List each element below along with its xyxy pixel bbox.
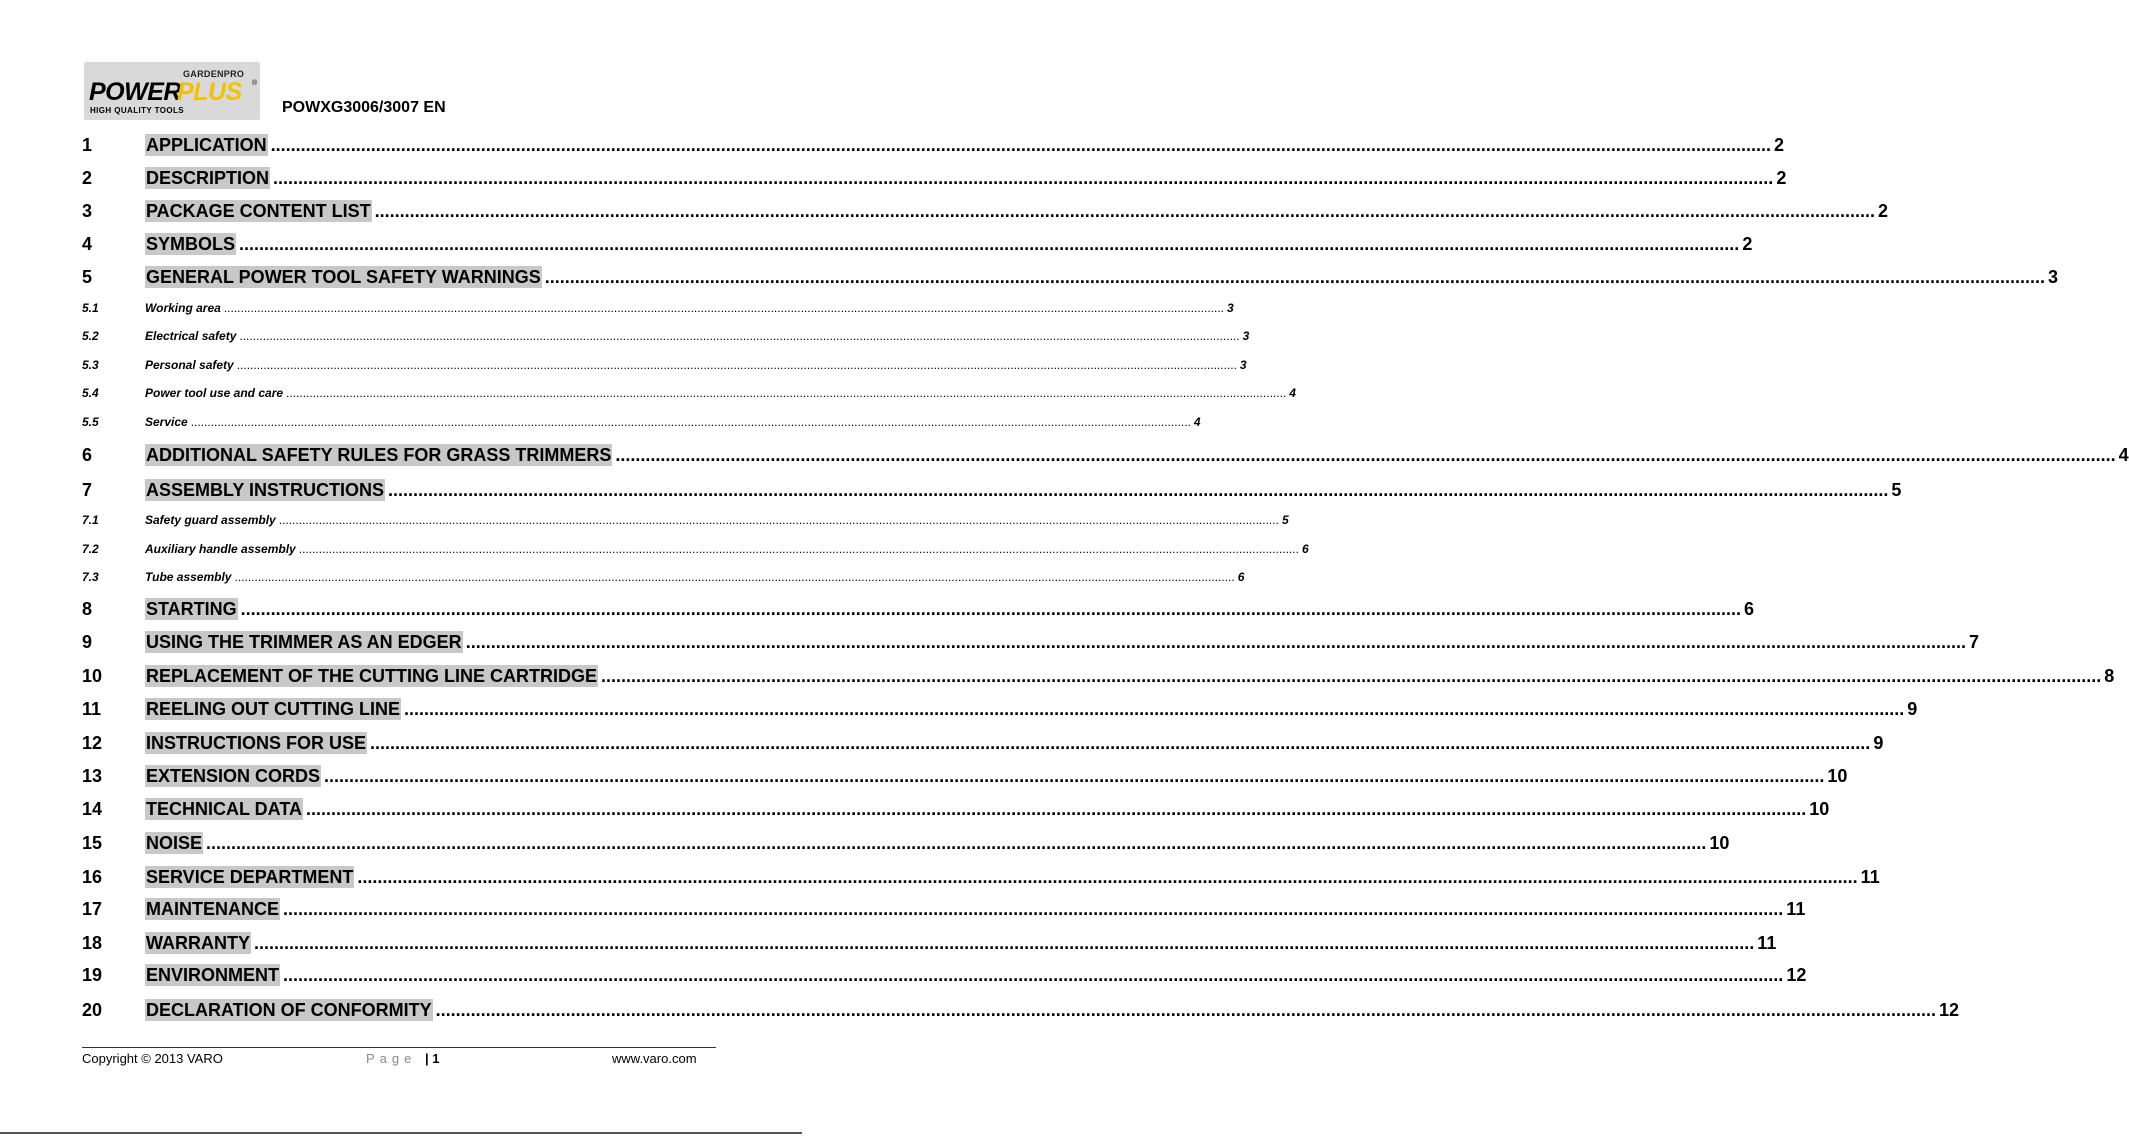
toc-entry[interactable] xyxy=(82,999,1959,1023)
toc-entry-number: 9 xyxy=(82,632,93,652)
toc-entry-number: 5.1 xyxy=(82,301,99,315)
toc-entry-title[interactable]: Electrical safety xyxy=(145,329,237,343)
toc-entry-number: 1 xyxy=(82,135,93,155)
toc-entry-line xyxy=(145,798,1830,820)
toc-entry-number: 3 xyxy=(82,201,93,221)
toc-dot-leader: ............................................................................................................................................................................................................................................................................................................ xyxy=(601,666,2102,686)
toc-entry[interactable] xyxy=(82,631,1979,655)
toc-entry-line xyxy=(145,964,1807,986)
toc-entry[interactable] xyxy=(82,357,1247,381)
toc-entry-line xyxy=(145,300,1234,316)
toc-entry[interactable] xyxy=(82,964,1807,988)
toc-entry-number: 5.2 xyxy=(82,329,99,343)
toc-entry-number: 5.3 xyxy=(82,358,99,372)
toc-entry[interactable] xyxy=(82,300,1234,324)
toc-entry-title[interactable]: ENVIRONMENT xyxy=(146,965,280,985)
toc-entry-page: 11 xyxy=(1860,867,1880,887)
toc-dot-leader: ............................................................................................................................................................................................................................................................................................................ xyxy=(273,168,1774,188)
toc-entry-title[interactable]: Safety guard assembly xyxy=(145,513,276,527)
toc-entry-number: 17 xyxy=(82,899,103,919)
toc-entry[interactable] xyxy=(82,328,1250,352)
toc-entry-line xyxy=(145,866,1880,888)
toc-entry-line xyxy=(145,698,1918,720)
toc-entry-page: 4 xyxy=(1289,386,1296,400)
toc-entry[interactable] xyxy=(82,266,2059,290)
toc-entry-title[interactable]: DESCRIPTION xyxy=(146,168,270,188)
toc-entry-title[interactable]: GENERAL POWER TOOL SAFETY WARNINGS xyxy=(146,267,541,287)
toc-entry-title[interactable]: TECHNICAL DATA xyxy=(146,799,302,819)
toc-entry-page: 4 xyxy=(1193,415,1201,429)
toc-entry-title[interactable]: ASSEMBLY INSTRUCTIONS xyxy=(146,480,385,500)
toc-dot-leader: ............................................................................................................................................................................................................................................................................................................ xyxy=(435,1000,1936,1020)
toc-entry-line xyxy=(145,665,2115,687)
toc-entry-line xyxy=(145,200,1888,222)
toc-entry-number: 4 xyxy=(82,234,93,254)
toc-entry-line xyxy=(145,569,1245,585)
toc-entry-line xyxy=(145,385,1296,401)
toc-entry-title[interactable]: Working area xyxy=(145,301,221,315)
toc-entry-title[interactable]: NOISE xyxy=(146,833,203,853)
toc-entry-number: 5.5 xyxy=(82,415,99,429)
toc-entry-page: 11 xyxy=(1757,933,1777,953)
toc-entry-line xyxy=(145,357,1247,373)
toc-entry-title[interactable]: Auxiliary handle assembly xyxy=(145,542,296,556)
toc-dot-leader: ............................................................................................................................................................................................................................................................................................................ xyxy=(388,480,1889,500)
footer-divider xyxy=(82,1047,716,1048)
toc-entry-line xyxy=(145,932,1777,954)
toc-entry-number: 14 xyxy=(82,799,103,819)
toc-entry-page: 3 xyxy=(1227,301,1234,315)
toc-entry-number: 18 xyxy=(82,933,103,953)
toc-entry-line xyxy=(145,898,1806,920)
toc-entry[interactable] xyxy=(82,512,1289,536)
toc-entry-page: 10 xyxy=(1709,833,1730,853)
toc-entry-number: 2 xyxy=(82,168,93,188)
toc-entry[interactable] xyxy=(82,698,1918,722)
toc-entry-line xyxy=(145,631,1979,653)
toc-entry[interactable] xyxy=(82,765,1848,789)
toc-entry-number: 7 xyxy=(82,480,93,500)
toc-dot-leader: ............................................................................................................................................................................................................................................................................................................ xyxy=(374,201,1875,221)
toc-dot-leader: ............................................................................................................................................................................................................................................................................................................ xyxy=(223,301,1225,315)
toc-entry-title[interactable]: Power tool use and care xyxy=(145,386,284,400)
toc-entry-page: 6 xyxy=(1301,542,1309,556)
toc-dot-leader: ............................................................................................................................................................................................................................................................................................................ xyxy=(283,965,1784,985)
toc-dot-leader: ............................................................................................................................................................................................................................................................................................................ xyxy=(286,386,1287,400)
toc-entry-number: 7.1 xyxy=(82,513,99,527)
footer-page-number-value: 1 xyxy=(432,1051,440,1066)
toc-entry-number: 5 xyxy=(82,267,93,287)
toc-entry[interactable] xyxy=(82,385,1296,409)
toc-entry-line xyxy=(145,414,1201,430)
toc-entry[interactable] xyxy=(82,569,1245,593)
toc-entry-page: 7 xyxy=(1968,632,1979,652)
toc-entry-number: 7.3 xyxy=(82,570,99,584)
toc-entry[interactable] xyxy=(82,866,1880,890)
toc-entry-line xyxy=(145,999,1959,1021)
toc-entry-page: 12 xyxy=(1938,1000,1959,1020)
toc-entry-title[interactable]: INSTRUCTIONS FOR USE xyxy=(146,733,367,753)
toc-entry-number: 6 xyxy=(82,445,93,465)
toc-entry-page: 9 xyxy=(1873,733,1884,753)
toc-entry[interactable] xyxy=(82,732,1884,756)
toc-entry-number: 8 xyxy=(82,599,93,619)
toc-entry-page: 2 xyxy=(1877,201,1888,221)
toc-entry[interactable] xyxy=(82,414,1201,438)
toc-entry-title[interactable]: APPLICATION xyxy=(146,135,267,155)
toc-entry[interactable] xyxy=(82,444,2129,468)
toc-entry-number: 7.2 xyxy=(82,542,99,556)
toc-entry-page: 11 xyxy=(1786,899,1806,919)
toc-dot-leader: ............................................................................................................................................................................................................................................................................................................ xyxy=(278,513,1279,527)
toc-entry[interactable] xyxy=(82,167,1787,191)
toc-entry-page: 8 xyxy=(2104,666,2115,686)
toc-entry-page: 2 xyxy=(1773,135,1784,155)
toc-dot-leader: ............................................................................................................................................................................................................................................................................................................ xyxy=(234,570,1235,584)
toc-entry[interactable] xyxy=(82,200,1888,224)
toc-entry-line xyxy=(145,732,1884,754)
toc-entry-line xyxy=(145,832,1730,854)
toc-entry-number: 15 xyxy=(82,833,103,853)
toc-entry-number: 13 xyxy=(82,766,103,786)
toc-entry-page: 5 xyxy=(1281,513,1289,527)
toc-dot-leader: ............................................................................................................................................................................................................................................................................................................ xyxy=(270,135,1771,155)
toc-entry[interactable] xyxy=(82,665,2115,689)
footer-page-separator: | xyxy=(425,1051,433,1066)
logo-registered-mark: ® xyxy=(252,80,258,87)
toc-entry-title[interactable]: Tube assembly xyxy=(145,570,232,584)
toc-dot-leader: ............................................................................................................................................................................................................................................................................................................ xyxy=(190,415,1191,429)
toc-dot-leader: ............................................................................................................................................................................................................................................................................................................ xyxy=(240,599,1741,619)
toc-entry-number: 12 xyxy=(82,733,103,753)
toc-entry-title[interactable]: SYMBOLS xyxy=(146,234,236,254)
toc-entry-title[interactable]: EXTENSION CORDS xyxy=(146,766,321,786)
toc-dot-leader: ............................................................................................................................................................................................................................................................................................................ xyxy=(239,234,1740,254)
toc-entry-line xyxy=(145,134,1784,156)
toc-entry-page: 2 xyxy=(1776,168,1787,188)
toc-entry-number: 20 xyxy=(82,1000,103,1020)
toc-entry-title[interactable]: ADDITIONAL SAFETY RULES FOR GRASS TRIMMERS xyxy=(146,445,612,465)
toc-entry-line xyxy=(145,328,1250,344)
toc-entry-line xyxy=(145,266,2059,288)
toc-entry[interactable] xyxy=(82,541,1309,565)
toc-entry-page: 12 xyxy=(1786,965,1807,985)
toc-entry[interactable] xyxy=(82,233,1753,257)
toc-dot-leader: ............................................................................................................................................................................................................................................................................................................ xyxy=(465,632,1966,652)
toc-dot-leader: ............................................................................................................................................................................................................................................................................................................ xyxy=(254,933,1755,953)
toc-entry[interactable] xyxy=(82,932,1777,956)
toc-entry-line xyxy=(145,167,1787,189)
toc-dot-leader: ............................................................................................................................................................................................................................................................................................................ xyxy=(324,766,1825,786)
toc-entry[interactable] xyxy=(82,134,1784,158)
page-bottom-rule xyxy=(0,1132,802,1134)
toc-entry-title[interactable]: REPLACEMENT OF THE CUTTING LINE CARTRIDGE xyxy=(146,666,597,686)
toc-entry-number: 16 xyxy=(82,867,103,887)
toc-entry[interactable] xyxy=(82,798,1830,822)
toc-entry-page: 4 xyxy=(2118,445,2129,465)
toc-entry-line xyxy=(145,233,1753,255)
toc-entry[interactable] xyxy=(82,479,1902,503)
toc-entry-page: 6 xyxy=(1743,599,1754,619)
toc-dot-leader: ............................................................................................................................................................................................................................................................................................................ xyxy=(236,358,1237,372)
toc-entry-title[interactable]: WARRANTY xyxy=(146,933,250,953)
footer-website: www.varo.com xyxy=(612,1051,697,1066)
toc-dot-leader: ............................................................................................................................................................................................................................................................................................................ xyxy=(615,445,2116,465)
toc-entry[interactable] xyxy=(82,898,1806,922)
footer-copyright: Copyright © 2013 VARO xyxy=(82,1051,223,1066)
model-heading: POWXG3006/3007 EN xyxy=(282,99,446,116)
toc-dot-leader: ............................................................................................................................................................................................................................................................................................................ xyxy=(306,799,1807,819)
toc-entry-line xyxy=(145,541,1309,557)
toc-dot-leader: ............................................................................................................................................................................................................................................................................................................ xyxy=(544,267,2046,287)
toc-entry-number: 10 xyxy=(82,666,103,686)
toc-entry-line xyxy=(145,512,1289,528)
toc-entry-title[interactable]: PACKAGE CONTENT LIST xyxy=(146,201,371,221)
toc-entry-number: 5.4 xyxy=(82,386,99,400)
toc-dot-leader: ............................................................................................................................................................................................................................................................................................................ xyxy=(357,867,1858,887)
toc-entry-page: 10 xyxy=(1809,799,1830,819)
toc-dot-leader: ............................................................................................................................................................................................................................................................................................................ xyxy=(404,699,1905,719)
toc-dot-leader: ............................................................................................................................................................................................................................................................................................................ xyxy=(239,329,1240,343)
toc-dot-leader: ............................................................................................................................................................................................................................................................................................................ xyxy=(283,899,1784,919)
logo-plus-text: PLUS xyxy=(177,78,242,106)
toc-entry-title[interactable]: MAINTENANCE xyxy=(146,899,279,919)
toc-entry[interactable] xyxy=(82,832,1730,856)
toc-entry-line xyxy=(145,479,1902,501)
logo-power-text: POWER xyxy=(89,78,181,106)
toc-entry-title[interactable]: REELING OUT CUTTING LINE xyxy=(146,699,400,719)
toc-entry-page: 2 xyxy=(1742,234,1753,254)
footer-page-number xyxy=(425,1051,439,1066)
toc-entry-line xyxy=(145,598,1754,620)
toc-entry-page: 9 xyxy=(1907,699,1918,719)
toc-dot-leader: ............................................................................................................................................................................................................................................................................................................ xyxy=(370,733,1871,753)
brand-logo xyxy=(84,62,260,120)
footer-page-label: Page xyxy=(366,1051,417,1066)
toc-entry-page: 3 xyxy=(1242,329,1250,343)
toc-entry-page: 3 xyxy=(1239,358,1247,372)
toc-entry-page: 5 xyxy=(1891,480,1902,500)
toc-entry-title[interactable]: DECLARATION OF CONFORMITY xyxy=(146,1000,432,1020)
toc-entry-title[interactable]: SERVICE DEPARTMENT xyxy=(146,867,354,887)
logo-gardenpro-text: GARDENPRO xyxy=(183,69,245,79)
toc-entry-title[interactable]: USING THE TRIMMER AS AN EDGER xyxy=(146,632,462,652)
toc-entry[interactable] xyxy=(82,598,1754,622)
toc-entry-title[interactable]: Service xyxy=(145,415,188,429)
toc-entry-page: 3 xyxy=(2048,267,2059,287)
toc-entry-number: 11 xyxy=(82,699,102,719)
toc-entry-line xyxy=(145,765,1848,787)
toc-entry-title[interactable]: STARTING xyxy=(146,599,237,619)
toc-entry-number: 19 xyxy=(82,965,103,985)
toc-entry-page: 6 xyxy=(1237,570,1245,584)
toc-dot-leader: ............................................................................................................................................................................................................................................................................................................ xyxy=(206,833,1707,853)
toc-entry-line xyxy=(145,444,2129,466)
toc-entry-title[interactable]: Personal safety xyxy=(145,358,234,372)
logo-tagline: HIGH QUALITY TOOLS xyxy=(90,106,185,115)
toc-entry-page: 10 xyxy=(1827,766,1848,786)
toc-dot-leader: ............................................................................................................................................................................................................................................................................................................ xyxy=(298,542,1299,556)
